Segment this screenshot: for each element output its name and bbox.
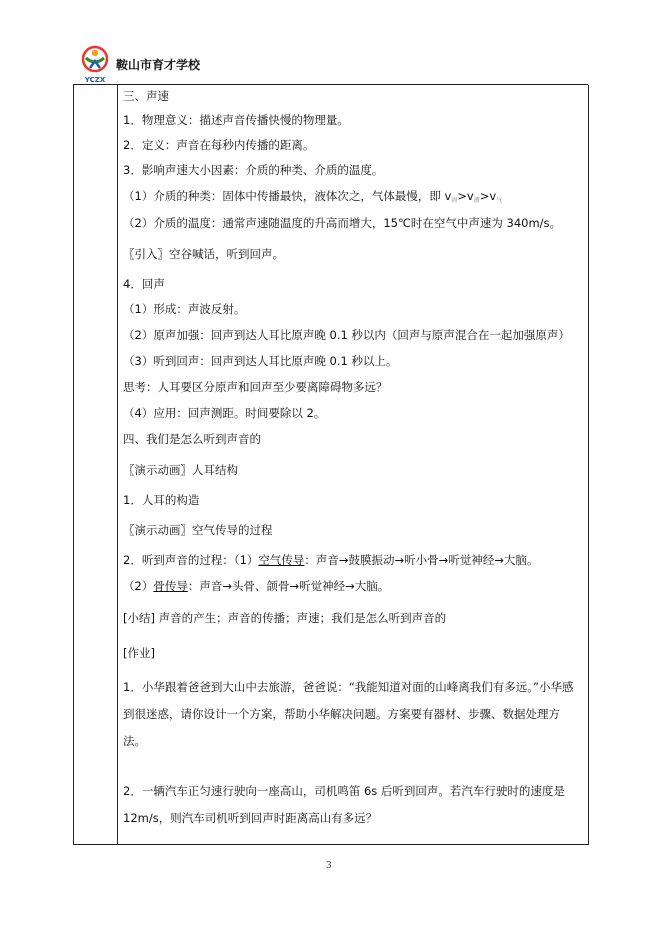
page-header bbox=[78, 44, 598, 86]
text-line: （2）原声加强：回声到达人耳比原声晚 0.1 秒以内（回声与原声混合在一起加强原声） bbox=[123, 328, 570, 342]
homework-item-2: 2．一辆汽车正匀速行驶向一座高山，司机鸣笛 6s 后听到回声。若汽车行驶时的速度是12m/s，则汽车司机听到回声时距离高山有多远？ bbox=[123, 784, 565, 825]
summary-line: [小结] 声音的产生；声音的传播；声速；我们是怎么听到声音的 bbox=[123, 611, 447, 625]
text-line: 〖引入〗空谷喊话，听到回声。 bbox=[123, 247, 284, 261]
homework-title: [作业] bbox=[123, 646, 155, 660]
text-line: 3．影响声速大小因素：介质的种类、介质的温度。 bbox=[123, 163, 384, 177]
text-line: （1）形成：声波反射。 bbox=[123, 302, 246, 316]
text-line: 1．人耳的构造 bbox=[123, 493, 200, 507]
text-line: 2．听到声音的过程：（1）空气传导：声音→鼓膜振动→听小骨→听觉神经→大脑。 bbox=[123, 553, 539, 567]
text-line: （3）听到回声：回声到达人耳比原声晚 0.1 秒以上。 bbox=[123, 354, 398, 368]
table-column-divider bbox=[117, 85, 118, 844]
text-line: （1）介质的种类：固体中传播最快，液体次之，气体最慢，即 $v_固>v_液>v_气$ bbox=[123, 189, 503, 204]
text-line: 思考：人耳要区分原声和回声至少要离障碍物多远？ bbox=[123, 380, 388, 394]
text-line: 4．回声 bbox=[123, 277, 165, 291]
section-title-hearing: 四、我们是怎么听到声音的 bbox=[123, 432, 261, 446]
page-number: 3 bbox=[326, 861, 332, 871]
logo-text: YCZX bbox=[84, 76, 106, 84]
text-line: （2）骨传导：声音→头骨、颌骨→听觉神经→大脑。 bbox=[123, 579, 390, 593]
section-title-speed: 三、声速 bbox=[123, 89, 169, 103]
text-line: （2）介质的温度：通常声速随温度的升高而增大，15℃时在空气中声速为 340m/s。 bbox=[123, 216, 562, 230]
text-line: 2．定义：声音在每秒内传播的距离。 bbox=[123, 138, 315, 152]
school-logo bbox=[78, 44, 112, 84]
text-line: （4）应用：回声测距。时间要除以 2。 bbox=[123, 406, 326, 420]
school-name: 鞍山市育才学校 bbox=[116, 58, 201, 72]
text-line: 〖演示动画〗空气传导的过程 bbox=[123, 523, 273, 537]
text-line: 〖演示动画〗人耳结构 bbox=[123, 463, 238, 477]
text-line: 1．物理意义：描述声音传播快慢的物理量。 bbox=[123, 113, 349, 127]
homework-item-1: 1．小华跟着爸爸到大山中去旅游，爸爸说：“我能知道对面的山峰离我们有多远。”小华感到很迷惑，请你设计一个方案，帮助小华解决问题。方案要有器材、步骤、数据处理方法。 bbox=[123, 680, 574, 748]
